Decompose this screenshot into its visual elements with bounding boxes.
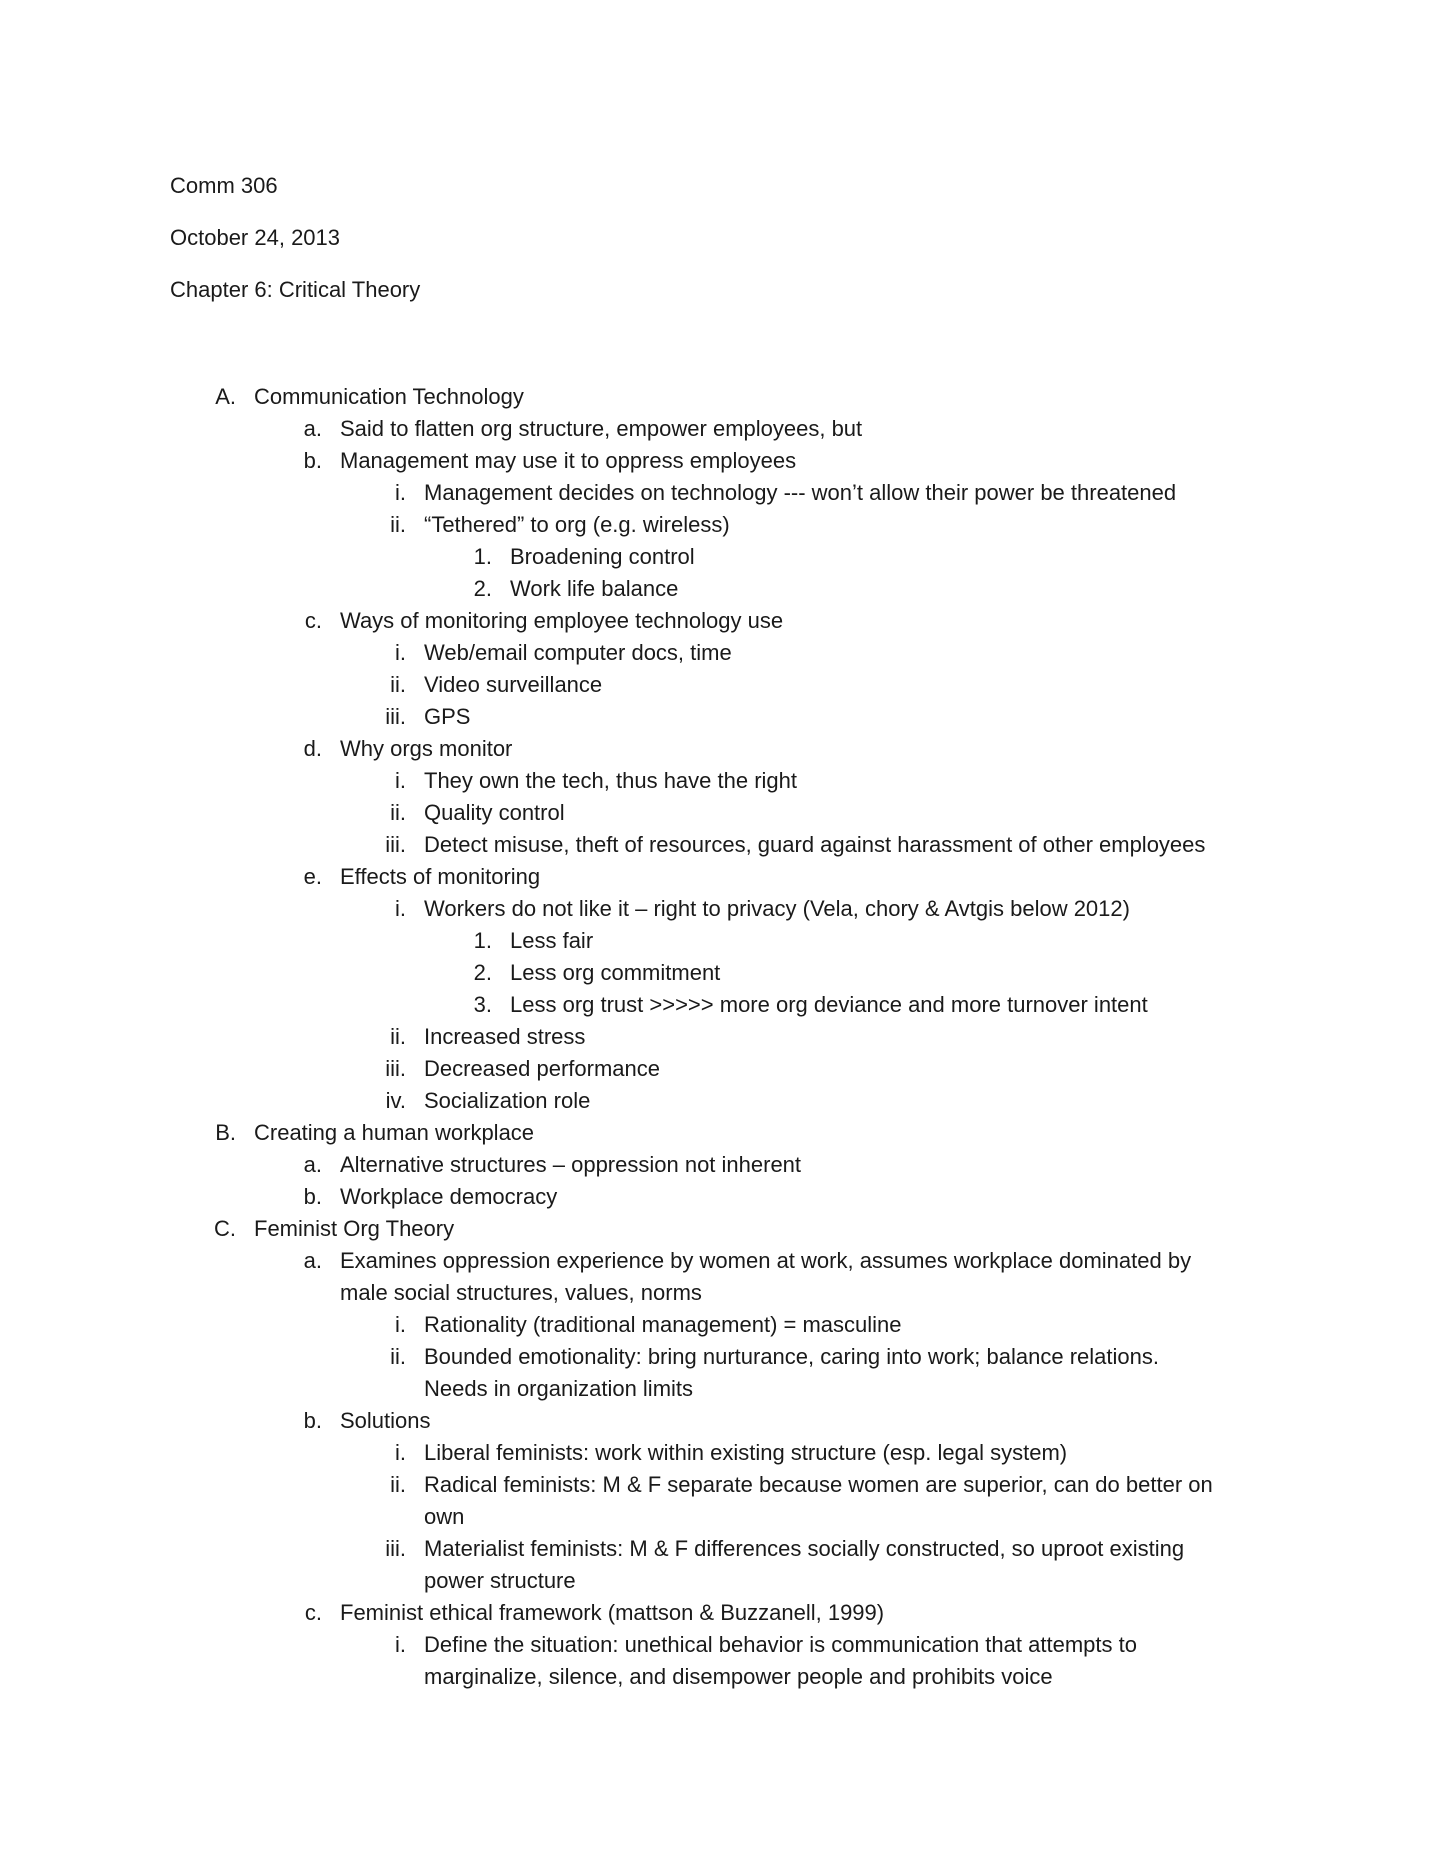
outline-marker: b. — [303, 448, 322, 473]
chapter-title: Chapter 6: Critical Theory — [170, 277, 421, 302]
outline-text: Broadening control — [510, 544, 695, 569]
outline-marker: i. — [395, 1632, 406, 1657]
outline-item — [0, 637, 1456, 669]
outline-item — [0, 1053, 1456, 1085]
outline-item — [0, 1437, 1456, 1469]
outline-text: Less org trust >>>>> more org deviance and more turnover intent — [510, 992, 1148, 1017]
outline-item — [0, 1565, 1456, 1597]
outline-text: Web/email computer docs, time — [424, 640, 732, 665]
outline-text: They own the tech, thus have the right — [424, 768, 798, 793]
outline-item — [0, 1405, 1456, 1437]
outline-marker: e. — [303, 864, 322, 889]
outline-text: male social structures, values, norms — [340, 1280, 702, 1305]
outline-marker: iii. — [385, 704, 406, 729]
outline-text: Effects of monitoring — [340, 864, 541, 889]
outline-text: Ways of monitoring employee technology use — [340, 608, 784, 633]
outline-marker: i. — [395, 480, 406, 505]
outline-item — [0, 1309, 1456, 1341]
outline-text: Less org commitment — [510, 960, 721, 985]
outline-item — [0, 765, 1456, 797]
outline-item — [0, 445, 1456, 477]
outline-text: Socialization role — [424, 1088, 591, 1113]
outline-item — [0, 861, 1456, 893]
outline-item — [0, 1629, 1456, 1661]
outline-text: Alternative structures – oppression not inherent — [340, 1152, 802, 1177]
outline-marker: B. — [215, 1120, 236, 1145]
outline-text: Solutions — [340, 1408, 431, 1433]
outline-text: power structure — [424, 1568, 576, 1593]
outline-marker: c. — [304, 608, 322, 633]
outline-item — [0, 1533, 1456, 1565]
outline-text: Workplace democracy — [340, 1184, 558, 1209]
outline-text: Said to flatten org structure, empower employees, but — [340, 416, 863, 441]
outline-text: marginalize, silence, and disempower people and prohibits voice — [424, 1664, 1053, 1689]
outline-text: Less fair — [510, 928, 594, 953]
outline-item — [0, 701, 1456, 733]
outline-marker: ii. — [390, 1024, 406, 1049]
outline-text: “Tethered” to org (e.g. wireless) — [424, 512, 730, 537]
outline-text: Why orgs monitor — [340, 736, 513, 761]
outline-text: Define the situation: unethical behavior is communication that attempts to — [424, 1632, 1137, 1657]
outline-marker: ii. — [390, 512, 406, 537]
outline-text: Bounded emotionality: bring nurturance, caring into work; balance relations. — [424, 1344, 1159, 1369]
outline-marker: 1. — [473, 928, 492, 953]
outline-text: Materialist feminists: M & F differences socially constructed, so uproot existing — [424, 1536, 1185, 1561]
outline-marker: a. — [303, 1152, 322, 1177]
outline-item — [0, 1469, 1456, 1501]
outline-item — [0, 1117, 1456, 1149]
outline-item — [0, 1341, 1456, 1373]
outline-marker: iv. — [385, 1088, 406, 1113]
outline-text: Needs in organization limits — [424, 1376, 694, 1401]
outline-text: Communication Technology — [254, 384, 524, 409]
outline-text: Management decides on technology --- won’t allow their power be threatened — [424, 480, 1177, 505]
outline-marker: i. — [395, 896, 406, 921]
outline-marker: C. — [214, 1216, 236, 1241]
outline-item — [0, 1213, 1456, 1245]
outline-marker: b. — [303, 1408, 322, 1433]
outline-item — [0, 413, 1456, 445]
outline-item — [0, 605, 1456, 637]
outline-marker: i. — [395, 1440, 406, 1465]
outline-item — [0, 1085, 1456, 1117]
outline-item — [0, 1149, 1456, 1181]
outline-item — [0, 1597, 1456, 1629]
outline-item — [0, 829, 1456, 861]
course-title: Comm 306 — [170, 173, 278, 198]
outline-marker: ii. — [390, 1344, 406, 1369]
outline-marker: iii. — [385, 832, 406, 857]
outline-text: own — [424, 1504, 465, 1529]
outline-item — [0, 477, 1456, 509]
outline-item — [0, 1021, 1456, 1053]
outline-item — [0, 957, 1456, 989]
outline-item — [0, 573, 1456, 605]
outline-item — [0, 1181, 1456, 1213]
outline-marker: 1. — [473, 544, 492, 569]
outline-item — [0, 925, 1456, 957]
outline-marker: i. — [395, 640, 406, 665]
outline-text: Feminist Org Theory — [254, 1216, 455, 1241]
outline-text: Radical feminists: M & F separate because women are superior, can do better on — [424, 1472, 1213, 1497]
outline-text: Liberal feminists: work within existing structure (esp. legal system) — [424, 1440, 1068, 1465]
outline-text: Creating a human workplace — [254, 1120, 535, 1145]
outline-marker: a. — [303, 416, 322, 441]
outline-text: Feminist ethical framework (mattson & Buzzanell, 1999) — [340, 1600, 885, 1625]
outline-marker: i. — [395, 1312, 406, 1337]
outline-item — [0, 669, 1456, 701]
outline-marker: 2. — [473, 960, 492, 985]
outline-text: Work life balance — [510, 576, 679, 601]
outline-marker: iii. — [385, 1536, 406, 1561]
outline-text: Rationality (traditional management) = masculine — [424, 1312, 902, 1337]
outline-item — [0, 1373, 1456, 1405]
outline-text: Decreased performance — [424, 1056, 661, 1081]
outline-item — [0, 381, 1456, 413]
outline-text: Management may use it to oppress employees — [340, 448, 797, 473]
outline-marker: iii. — [385, 1056, 406, 1081]
outline-marker: 3. — [473, 992, 492, 1017]
outline-marker: c. — [304, 1600, 322, 1625]
outline-item — [0, 1245, 1456, 1277]
outline-item — [0, 509, 1456, 541]
outline-item — [0, 797, 1456, 829]
outline-marker: b. — [303, 1184, 322, 1209]
outline-item — [0, 541, 1456, 573]
outline-item — [0, 1661, 1456, 1693]
outline-item — [0, 1501, 1456, 1533]
outline-item — [0, 733, 1456, 765]
outline-marker: d. — [303, 736, 322, 761]
outline-item — [0, 893, 1456, 925]
outline-marker: ii. — [390, 1472, 406, 1497]
outline-text: Video surveillance — [424, 672, 603, 697]
outline-marker: ii. — [390, 672, 406, 697]
outline-text: Detect misuse, theft of resources, guard against harassment of other employees — [424, 832, 1206, 857]
outline-item — [0, 1277, 1456, 1309]
outline-item — [0, 989, 1456, 1021]
outline-text: Examines oppression experience by women at work, assumes workplace dominated by — [340, 1248, 1192, 1273]
outline-marker: i. — [395, 768, 406, 793]
outline-text: Quality control — [424, 800, 565, 825]
outline-marker: A. — [215, 384, 236, 409]
outline-marker: a. — [303, 1248, 322, 1273]
outline-marker: ii. — [390, 800, 406, 825]
outline-text: Increased stress — [424, 1024, 586, 1049]
outline-text: GPS — [424, 704, 471, 729]
outline-marker: 2. — [473, 576, 492, 601]
outline-text: Workers do not like it – right to privacy (Vela, chory & Avtgis below 2012) — [424, 896, 1130, 921]
lecture-date: October 24, 2013 — [170, 225, 341, 250]
